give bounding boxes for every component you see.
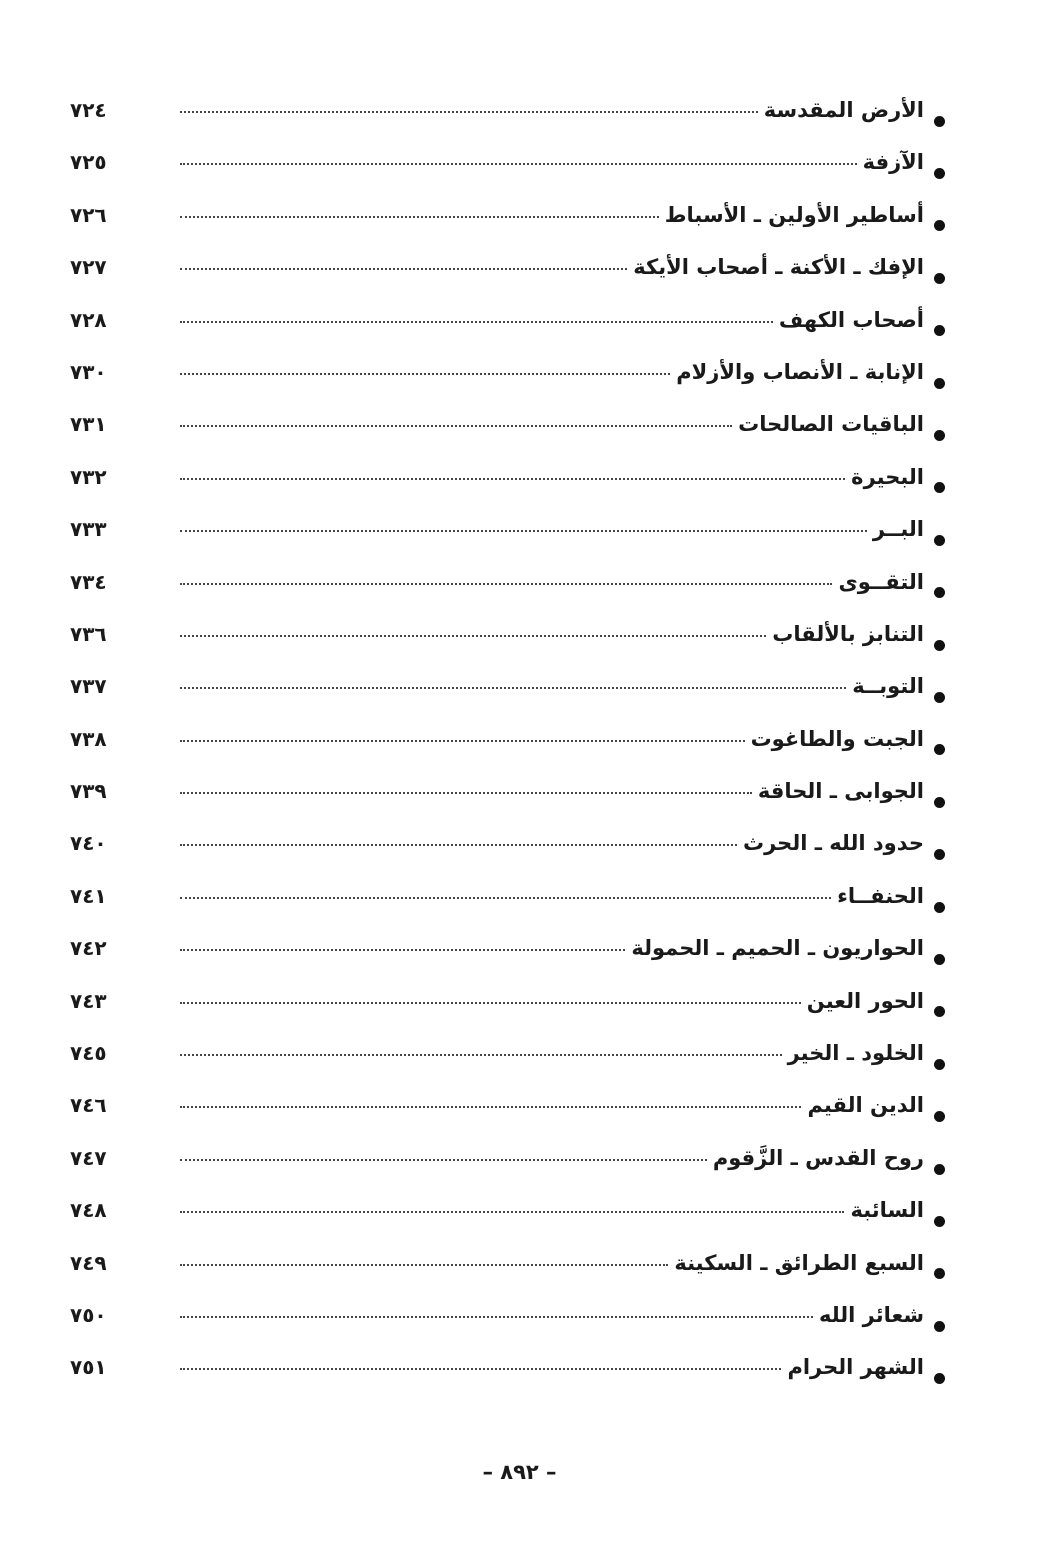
dot-leader xyxy=(180,1211,844,1213)
dot-leader xyxy=(180,163,857,165)
dot-leader xyxy=(180,216,659,218)
dot-leader xyxy=(180,583,832,585)
toc-entry xyxy=(70,926,945,978)
bullet-icon xyxy=(934,1059,945,1070)
bullet-icon xyxy=(934,325,945,336)
toc-entry-page-number: ٧٤٠ xyxy=(70,831,107,856)
toc-entry-page-number: ٧٣١ xyxy=(70,412,107,437)
toc-entry-title: التنابز بالألقاب xyxy=(772,621,924,646)
dot-leader xyxy=(180,1106,801,1108)
dot-leader xyxy=(180,530,867,532)
toc-entry-title: الحواريون ـ الحميم ـ الحمولة xyxy=(631,936,924,961)
bullet-icon xyxy=(934,1268,945,1279)
dot-leader xyxy=(180,268,627,270)
toc-entry-page-number: ٧٤٣ xyxy=(70,988,107,1013)
toc-entry-page-number: ٧٢٦ xyxy=(70,202,107,227)
bullet-icon xyxy=(934,954,945,965)
toc-entry-page-number: ٧٢٥ xyxy=(70,150,107,175)
toc-entry xyxy=(70,821,945,873)
toc-entry xyxy=(70,1293,945,1345)
toc-entry-page-number: ٧٤٩ xyxy=(70,1250,107,1275)
dot-leader xyxy=(180,111,758,113)
bullet-icon xyxy=(934,1321,945,1332)
toc-entry xyxy=(70,1136,945,1188)
toc-entry xyxy=(70,245,945,297)
dot-leader xyxy=(180,1264,668,1266)
toc-entry-title: الشهر الحرام xyxy=(787,1355,924,1380)
toc-entry xyxy=(70,717,945,769)
dot-leader xyxy=(180,1002,801,1004)
bullet-icon xyxy=(934,1006,945,1017)
bullet-icon xyxy=(934,1111,945,1122)
toc-entry xyxy=(70,402,945,454)
bullet-icon xyxy=(934,587,945,598)
toc-entry-page-number: ٧٢٨ xyxy=(70,307,107,332)
toc-entry xyxy=(70,1241,945,1293)
dot-leader xyxy=(180,1368,781,1370)
bullet-icon xyxy=(934,849,945,860)
bullet-icon xyxy=(934,744,945,755)
toc-entry-title: البــر xyxy=(872,517,924,542)
bullet-icon xyxy=(934,1164,945,1175)
toc-entry-page-number: ٧٣٦ xyxy=(70,621,107,646)
toc-entry xyxy=(70,193,945,245)
toc-entry-title: الأرض المقدسة xyxy=(763,98,924,122)
bullet-icon xyxy=(934,378,945,389)
toc-entry xyxy=(70,455,945,507)
toc-entry-page-number: ٧٣٨ xyxy=(70,726,107,751)
toc-entry xyxy=(70,769,945,821)
bullet-icon xyxy=(934,273,945,284)
toc-entry-title: الجوابى ـ الحاقة xyxy=(757,779,924,804)
toc-entry-title: الحنفــاء xyxy=(837,883,924,908)
toc-entry-page-number: ٧٤٥ xyxy=(70,1041,107,1066)
dot-leader xyxy=(180,321,773,323)
bullet-icon xyxy=(934,1373,945,1384)
toc-entry xyxy=(70,88,945,140)
toc-entry-page-number: ٧٤١ xyxy=(70,883,107,908)
dot-leader xyxy=(180,949,625,951)
toc-entry xyxy=(70,1188,945,1240)
toc-entry-page-number: ٧٣٢ xyxy=(70,464,107,489)
toc-entry-title: روح القدس ـ الزَّقوم xyxy=(712,1145,924,1170)
toc-entry-page-number: ٧٤٨ xyxy=(70,1198,107,1223)
toc-entry-title: الإفك ـ الأكنة ـ أصحاب الأيكة xyxy=(633,255,924,280)
dot-leader xyxy=(180,1159,707,1161)
toc-entry-page-number: ٧٤٦ xyxy=(70,1093,107,1118)
dot-leader xyxy=(180,792,752,794)
bullet-icon xyxy=(934,797,945,808)
bullet-icon xyxy=(934,902,945,913)
toc-entry-title: التوبــة xyxy=(852,674,924,699)
bullet-icon xyxy=(934,535,945,546)
toc-entry-page-number: ٧٥٠ xyxy=(70,1302,107,1327)
bullet-icon xyxy=(934,1216,945,1227)
toc-entry xyxy=(70,1031,945,1083)
toc-entry-title: الآزفة xyxy=(862,150,924,175)
toc-entry xyxy=(70,560,945,612)
toc-entry-title: الباقيات الصالحات xyxy=(738,412,924,437)
dot-leader xyxy=(180,844,737,846)
toc-entry-title: الإنابة ـ الأنصاب والأزلام xyxy=(676,359,924,384)
toc-entry-title: أصحاب الكهف xyxy=(778,307,924,332)
dot-leader xyxy=(180,478,845,480)
toc-entry xyxy=(70,1083,945,1135)
toc-entry-title: الجبت والطاغوت xyxy=(750,726,924,751)
toc-entry-title: شعائر الله xyxy=(818,1302,924,1327)
toc-entry-title: السائبة xyxy=(850,1198,924,1223)
toc-entry xyxy=(70,664,945,716)
dot-leader xyxy=(180,740,745,742)
toc-entry-page-number: ٧٢٤ xyxy=(70,98,107,122)
toc-entry xyxy=(70,140,945,192)
toc-entry-page-number: ٧٣٩ xyxy=(70,779,107,804)
dot-leader xyxy=(180,635,766,637)
dot-leader xyxy=(180,1054,782,1056)
toc-entry-title: الحور العين xyxy=(806,988,924,1013)
page-number: – ٨٩٢ – xyxy=(482,1460,557,1484)
bullet-icon xyxy=(934,692,945,703)
toc-entry-page-number: ٧٥١ xyxy=(70,1355,107,1380)
bullet-icon xyxy=(934,430,945,441)
bullet-icon xyxy=(934,168,945,179)
toc-entry-title: حدود الله ـ الحرث xyxy=(743,831,924,856)
toc-entry-title: الدين القيم xyxy=(807,1093,924,1118)
toc-entry xyxy=(70,874,945,926)
toc-entry-page-number: ٧٤٧ xyxy=(70,1145,107,1170)
toc-entry xyxy=(70,979,945,1031)
bullet-icon xyxy=(934,482,945,493)
toc-entry-page-number: ٧٤٢ xyxy=(70,936,107,961)
toc-entry-title: السبع الطرائق ـ السكينة xyxy=(674,1250,924,1275)
toc-entry-title: الخلود ـ الخير xyxy=(787,1041,924,1066)
toc-entry xyxy=(70,298,945,350)
dot-leader xyxy=(180,687,846,689)
toc-entry-page-number: ٧٣٧ xyxy=(70,674,107,699)
toc-entry-title: أساطير الأولين ـ الأسباط xyxy=(664,202,924,227)
dot-leader xyxy=(180,897,831,899)
dot-leader xyxy=(180,425,732,427)
toc-entry xyxy=(70,507,945,559)
toc-entry-title: البحيرة xyxy=(851,464,924,489)
toc-entry-page-number: ٧٢٧ xyxy=(70,255,107,280)
toc-entry xyxy=(70,1345,945,1397)
dot-leader xyxy=(180,1316,813,1318)
dot-leader xyxy=(180,373,670,375)
toc-entry-page-number: ٧٣٣ xyxy=(70,517,107,542)
bullet-icon xyxy=(934,640,945,651)
toc-entry-title: التقــوى xyxy=(838,569,924,594)
table-of-contents xyxy=(70,88,945,1398)
toc-entry-page-number: ٧٣٤ xyxy=(70,569,107,594)
bullet-icon xyxy=(934,220,945,231)
bullet-icon xyxy=(934,116,945,127)
toc-entry xyxy=(70,612,945,664)
toc-entry-page-number: ٧٣٠ xyxy=(70,359,107,384)
toc-entry xyxy=(70,350,945,402)
